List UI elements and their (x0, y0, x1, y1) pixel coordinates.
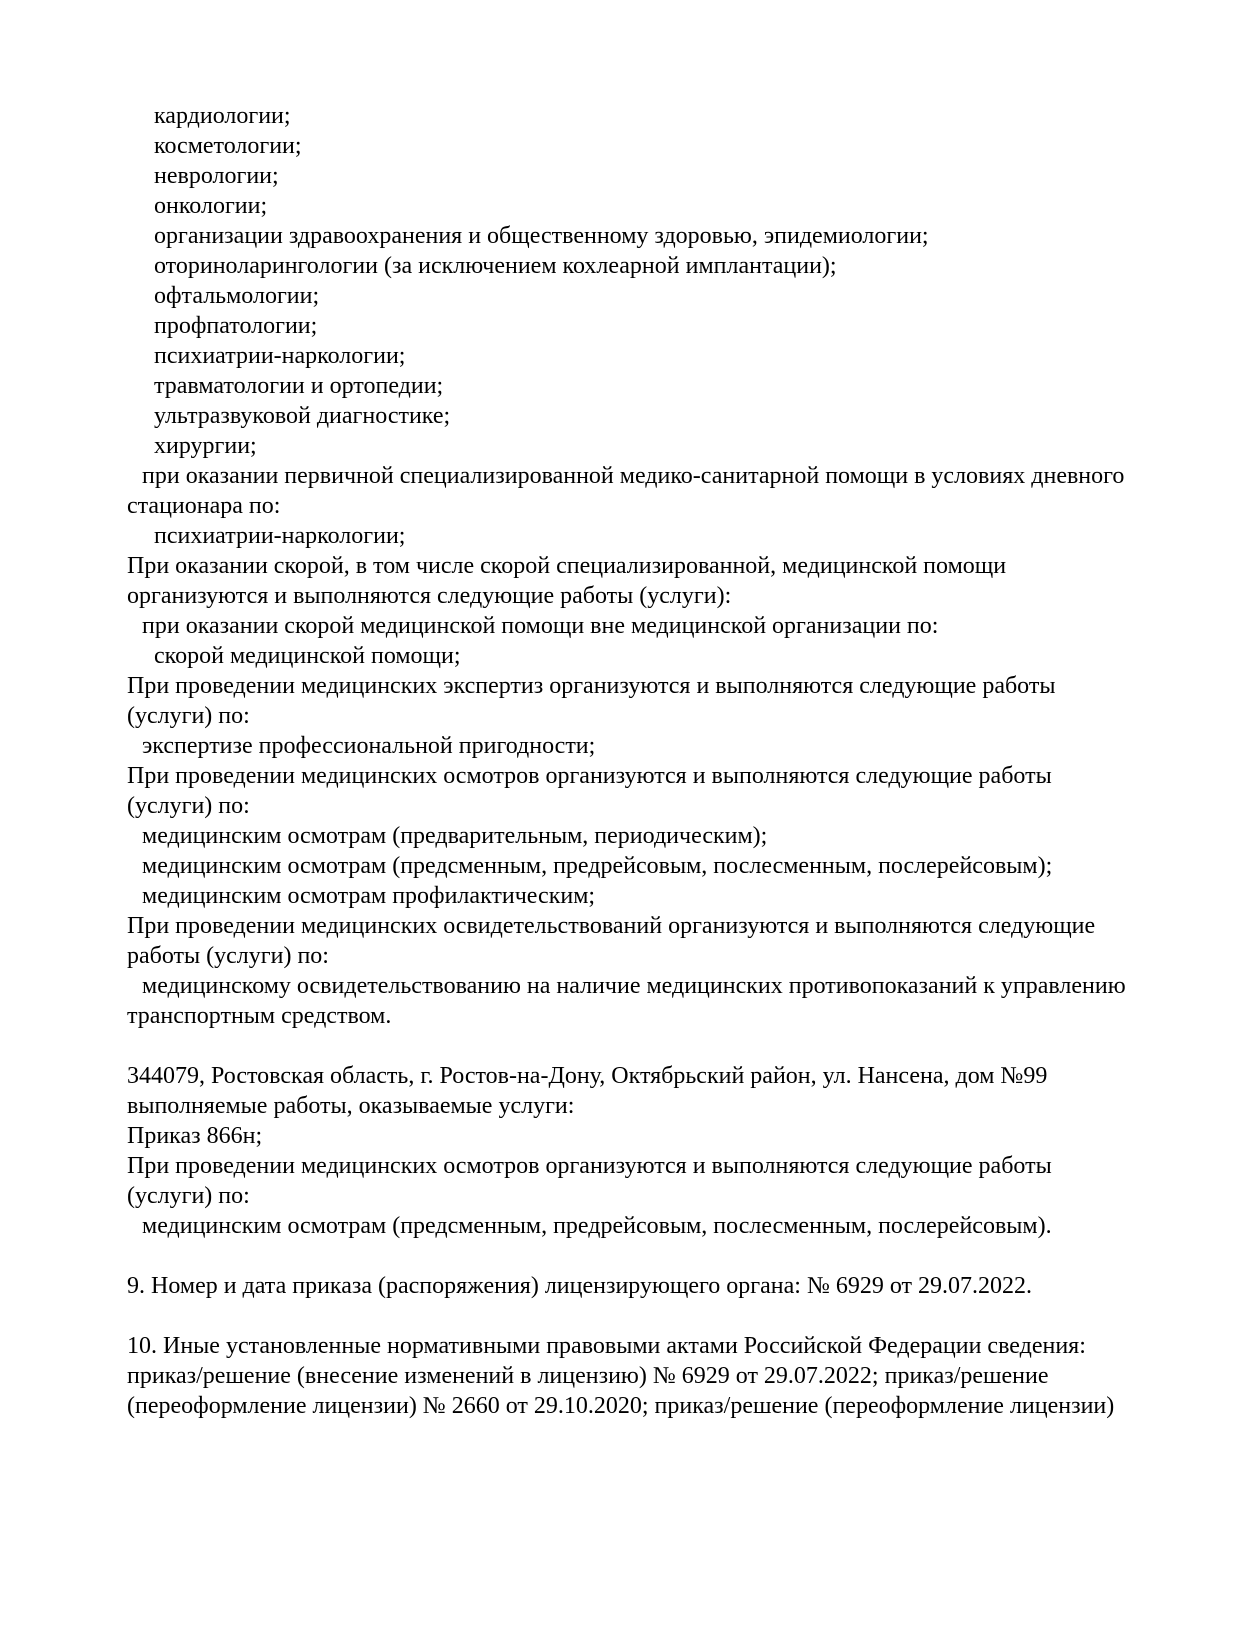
text-line: работы (услуги) по: (127, 943, 329, 969)
text-line: экспертизе профессиональной пригодности; (142, 733, 596, 759)
text-line: 344079, Ростовская область, г. Ростов-на-Дону, Октябрьский район, ул. Нансена, дом №99 (127, 1063, 1048, 1089)
text-line: медицинским осмотрам профилактическим; (142, 883, 596, 909)
text-line: скорой медицинской помощи; (154, 643, 461, 669)
text-line: при оказании первичной специализированной медико-санитарной помощи в условиях дневного (142, 463, 1125, 489)
document-text-block (127, 101, 1187, 1421)
blank-line (127, 1301, 1187, 1331)
text-line: При проведении медицинских освидетельствований организуются и выполняются следующие (127, 913, 1096, 939)
text-line: 10. Иные установленные нормативными правовыми актами Российской Федерации сведения: (127, 1333, 1086, 1359)
text-line: онкологии; (154, 193, 268, 219)
text-line: ультразвуковой диагностике; (154, 403, 451, 429)
text-line: (услуги) по: (127, 1183, 250, 1209)
text-line: выполняемые работы, оказываемые услуги: (127, 1093, 575, 1119)
text-line: При проведении медицинских осмотров организуются и выполняются следующие работы (127, 763, 1052, 789)
blank-line (127, 1241, 1187, 1271)
text-line: оториноларингологии (за исключением кохлеарной имплантации); (154, 253, 837, 279)
text-line: при оказании скорой медицинской помощи вне медицинской организации по: (142, 613, 939, 639)
text-line: (услуги) по: (127, 703, 250, 729)
text-line: организации здравоохранения и общественному здоровью, эпидемиологии; (154, 223, 929, 249)
text-line: организуются и выполняются следующие работы (услуги): (127, 583, 732, 609)
text-line: психиатрии-наркологии; (154, 343, 406, 369)
text-line: профпатологии; (154, 313, 318, 339)
text-line: 9. Номер и дата приказа (распоряжения) лицензирующего органа: № 6929 от 29.07.2022. (127, 1273, 1033, 1299)
text-line: медицинским осмотрам (предварительным, периодическим); (142, 823, 768, 849)
text-line: хирургии; (154, 433, 257, 459)
text-line: При оказании скорой, в том числе скорой специализированной, медицинской помощи (127, 553, 1007, 579)
text-line: стационара по: (127, 493, 281, 519)
blank-line (127, 1031, 1187, 1061)
text-line: медицинским осмотрам (предсменным, предрейсовым, послесменным, послерейсовым); (142, 853, 1053, 879)
text-line: травматологии и ортопедии; (154, 373, 444, 399)
text-line: медицинскому освидетельствованию на наличие медицинских противопоказаний к управлению (142, 973, 1126, 999)
text-line: (переоформление лицензии) № 2660 от 29.10.2020; приказ/решение (переоформление лицензии) (127, 1393, 1115, 1419)
text-line: транспортным средством. (127, 1003, 392, 1029)
text-line: медицинским осмотрам (предсменным, предрейсовым, послесменным, послерейсовым). (142, 1213, 1052, 1239)
text-line: При проведении медицинских осмотров организуются и выполняются следующие работы (127, 1153, 1052, 1179)
text-line: При проведении медицинских экспертиз организуются и выполняются следующие работы (127, 673, 1056, 699)
text-line: Приказ 866н; (127, 1123, 263, 1149)
text-line: неврологии; (154, 163, 279, 189)
text-line: психиатрии-наркологии; (154, 523, 406, 549)
text-line: офтальмологии; (154, 283, 320, 309)
text-line: кардиологии; (154, 103, 291, 129)
text-line: косметологии; (154, 133, 302, 159)
text-line: (услуги) по: (127, 793, 250, 819)
text-line: приказ/решение (внесение изменений в лицензию) № 6929 от 29.07.2022; приказ/решение (127, 1363, 1049, 1389)
